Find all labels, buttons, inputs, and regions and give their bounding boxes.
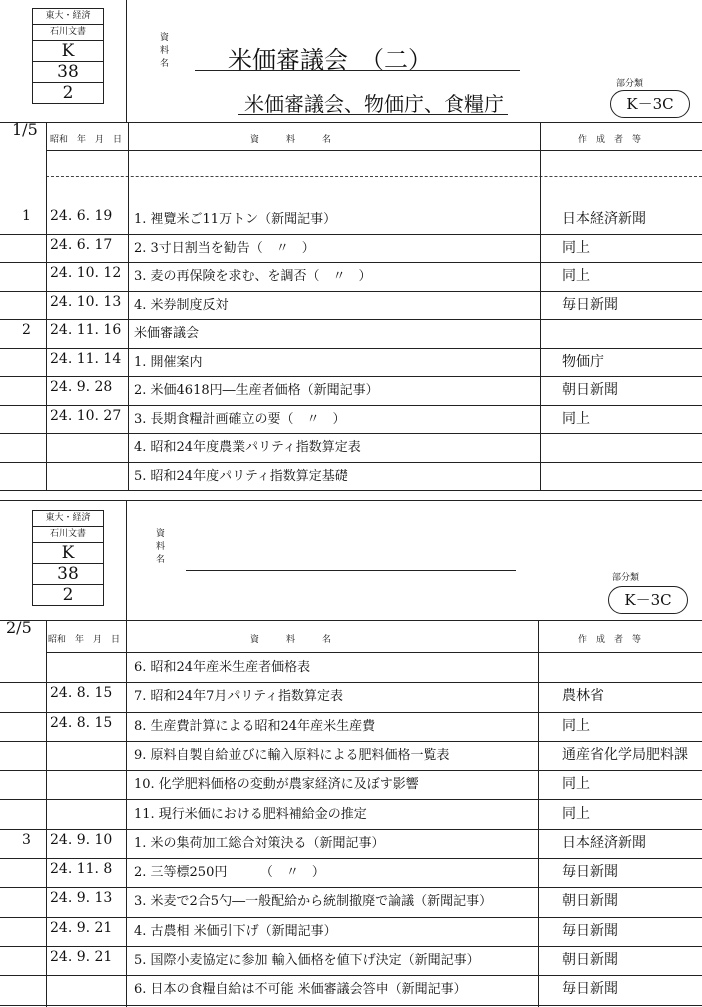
document-subtitle: 米価審議会、物価庁、食糧庁	[244, 92, 504, 116]
row-author: 同上	[562, 410, 590, 427]
classification-code: K－3C	[608, 586, 688, 614]
table-row	[0, 976, 702, 1000]
row-date: 24. 10. 12	[50, 265, 122, 281]
row-group: 2	[22, 322, 31, 338]
document-title: 米価審議会 （二）	[228, 46, 432, 74]
header-sakusei: 作 成 者 等	[578, 135, 642, 145]
row-author: 日本経済新聞	[562, 834, 646, 851]
row-author: 通産省化学局肥料課	[562, 746, 688, 763]
row-title: 6. 昭和24年産米生産者価格表	[134, 660, 311, 675]
row-date: 24. 11. 8	[50, 861, 113, 878]
row-author: 朝日新聞	[562, 952, 618, 968]
row-line	[0, 1005, 702, 1006]
row-title: 3. 長期食糧計画確立の要（ 〃 ）	[134, 411, 346, 427]
row-date: 24. 8. 15	[50, 714, 113, 731]
row-title: 1. 開催案内	[134, 354, 203, 370]
row-title: 米価審議会	[134, 326, 200, 341]
row-title: 1. 裡覽米ご11万トン（新聞記事）	[134, 212, 337, 227]
row-title: 2. 米価4618円―生産者価格（新聞記事）	[134, 383, 379, 398]
row-author: 同上	[562, 268, 590, 284]
row-title: 4. 米券制度反対	[134, 297, 229, 313]
header-date: 昭和 年 月 日	[48, 635, 121, 645]
table-row	[0, 742, 702, 766]
row-title: 4. 昭和24年度農業パリティ指数算定表	[134, 440, 361, 455]
row-date: 24. 10. 27	[50, 407, 122, 424]
row-author: 毎日新聞	[562, 922, 618, 939]
table-row	[0, 434, 702, 458]
row-author: 物価庁	[562, 353, 604, 370]
row-title: 1. 米の集荷加工総合対策決る（新聞記事）	[134, 835, 385, 851]
table-row	[0, 918, 702, 942]
row-title: 3. 米麦で2合5勺―一般配給から統制撤廃で論議（新聞記事）	[134, 894, 493, 910]
table-row	[0, 654, 702, 678]
row-date: 24. 9. 10	[50, 831, 113, 848]
header-sakusei: 作 成 者 等	[578, 635, 642, 645]
table-row	[0, 263, 702, 287]
row-title: 4. 古農相 米価引下げ（新聞記事）	[134, 923, 337, 939]
table-row	[0, 947, 702, 971]
table-row	[0, 771, 702, 795]
row-author: 毎日新聞	[562, 296, 618, 313]
page-number: 2/5	[6, 618, 32, 637]
row-author: 同上	[562, 776, 590, 793]
row-author: 農林省	[562, 688, 604, 705]
row-title: 3. 麦の再保険を求む、を調否（ 〃 ）	[134, 269, 372, 284]
table-row	[0, 801, 702, 825]
shiryo-mei-label: 資 料 名	[160, 33, 170, 69]
row-group: 3	[22, 831, 31, 848]
table-row	[0, 235, 702, 259]
table-row	[0, 206, 702, 230]
row-title: 5. 昭和24年度パリティ指数算定基礎	[134, 468, 348, 484]
row-author: 朝日新聞	[562, 893, 618, 910]
row-date: 24. 9. 21	[50, 919, 113, 936]
table-row	[0, 859, 702, 883]
archive-stamp: 東大・経済 石川文書 K 38 2	[32, 8, 104, 104]
table-row	[0, 320, 702, 344]
row-date: 24. 10. 13	[50, 293, 122, 310]
row-date: 24. 6. 17	[50, 236, 113, 253]
row-date: 24. 11. 14	[50, 350, 122, 367]
row-title: 6. 日本の食糧自給は不可能 米価審議会答申（新聞記事）	[134, 982, 467, 998]
bunrui-label: 部分類	[612, 573, 640, 583]
row-line	[0, 490, 702, 491]
row-author: 朝日新聞	[562, 382, 618, 398]
archive-stamp: 東大・経済 石川文書 K 38 2	[32, 510, 104, 606]
bunrui-label: 部分類	[616, 79, 644, 89]
table-row	[0, 713, 702, 737]
row-author: 毎日新聞	[562, 981, 618, 998]
row-date: 24. 9. 28	[50, 379, 113, 395]
row-title: 2. 三等標250円 （ 〃 ）	[134, 865, 325, 881]
row-date: 24. 6. 19	[50, 208, 113, 224]
table-row	[0, 377, 702, 401]
table-row	[0, 406, 702, 430]
table-row	[0, 349, 702, 373]
row-author: 同上	[562, 239, 590, 256]
row-title: 8. 生産費計算による昭和24年産米生産費	[134, 718, 376, 734]
row-author: 同上	[562, 717, 590, 734]
row-title: 9. 原料自製自給並びに輸入原料による肥料価格一覧表	[134, 747, 450, 763]
page-number: 1/5	[12, 120, 38, 139]
table-row	[0, 292, 702, 316]
row-title: 5. 国際小麦協定に参加 輸入価格を値下げ決定（新聞記事）	[134, 953, 480, 968]
row-title: 11. 現行米価における肥料補給金の推定	[134, 806, 367, 822]
shiryo-mei-label: 資 料 名	[156, 529, 166, 565]
header-shiryo: 資 料 名	[250, 635, 332, 645]
table-row	[0, 830, 702, 854]
table-row	[0, 463, 702, 487]
row-date: 24. 9. 13	[50, 890, 113, 907]
table-row	[0, 888, 702, 912]
row-author: 毎日新聞	[562, 864, 618, 881]
row-title: 10. 化学肥料価格の変動が農家経済に及ぼす影響	[134, 777, 419, 793]
row-date: 24. 11. 16	[50, 322, 122, 338]
row-title: 7. 昭和24年7月パリティ指数算定表	[134, 689, 344, 705]
header-shiryo: 資 料 名	[250, 135, 332, 145]
row-title: 2. 3寸日割当を勧告（ 〃 ）	[134, 240, 315, 256]
row-date: 24. 8. 15	[50, 685, 113, 702]
row-date: 24. 9. 21	[50, 949, 113, 965]
table-row	[0, 683, 702, 707]
row-author: 同上	[562, 805, 590, 822]
header-date: 昭和 年 月 日	[50, 135, 123, 145]
classification-code: K－3C	[610, 90, 690, 118]
row-author: 日本経済新聞	[562, 211, 646, 227]
row-group: 1	[22, 208, 31, 224]
